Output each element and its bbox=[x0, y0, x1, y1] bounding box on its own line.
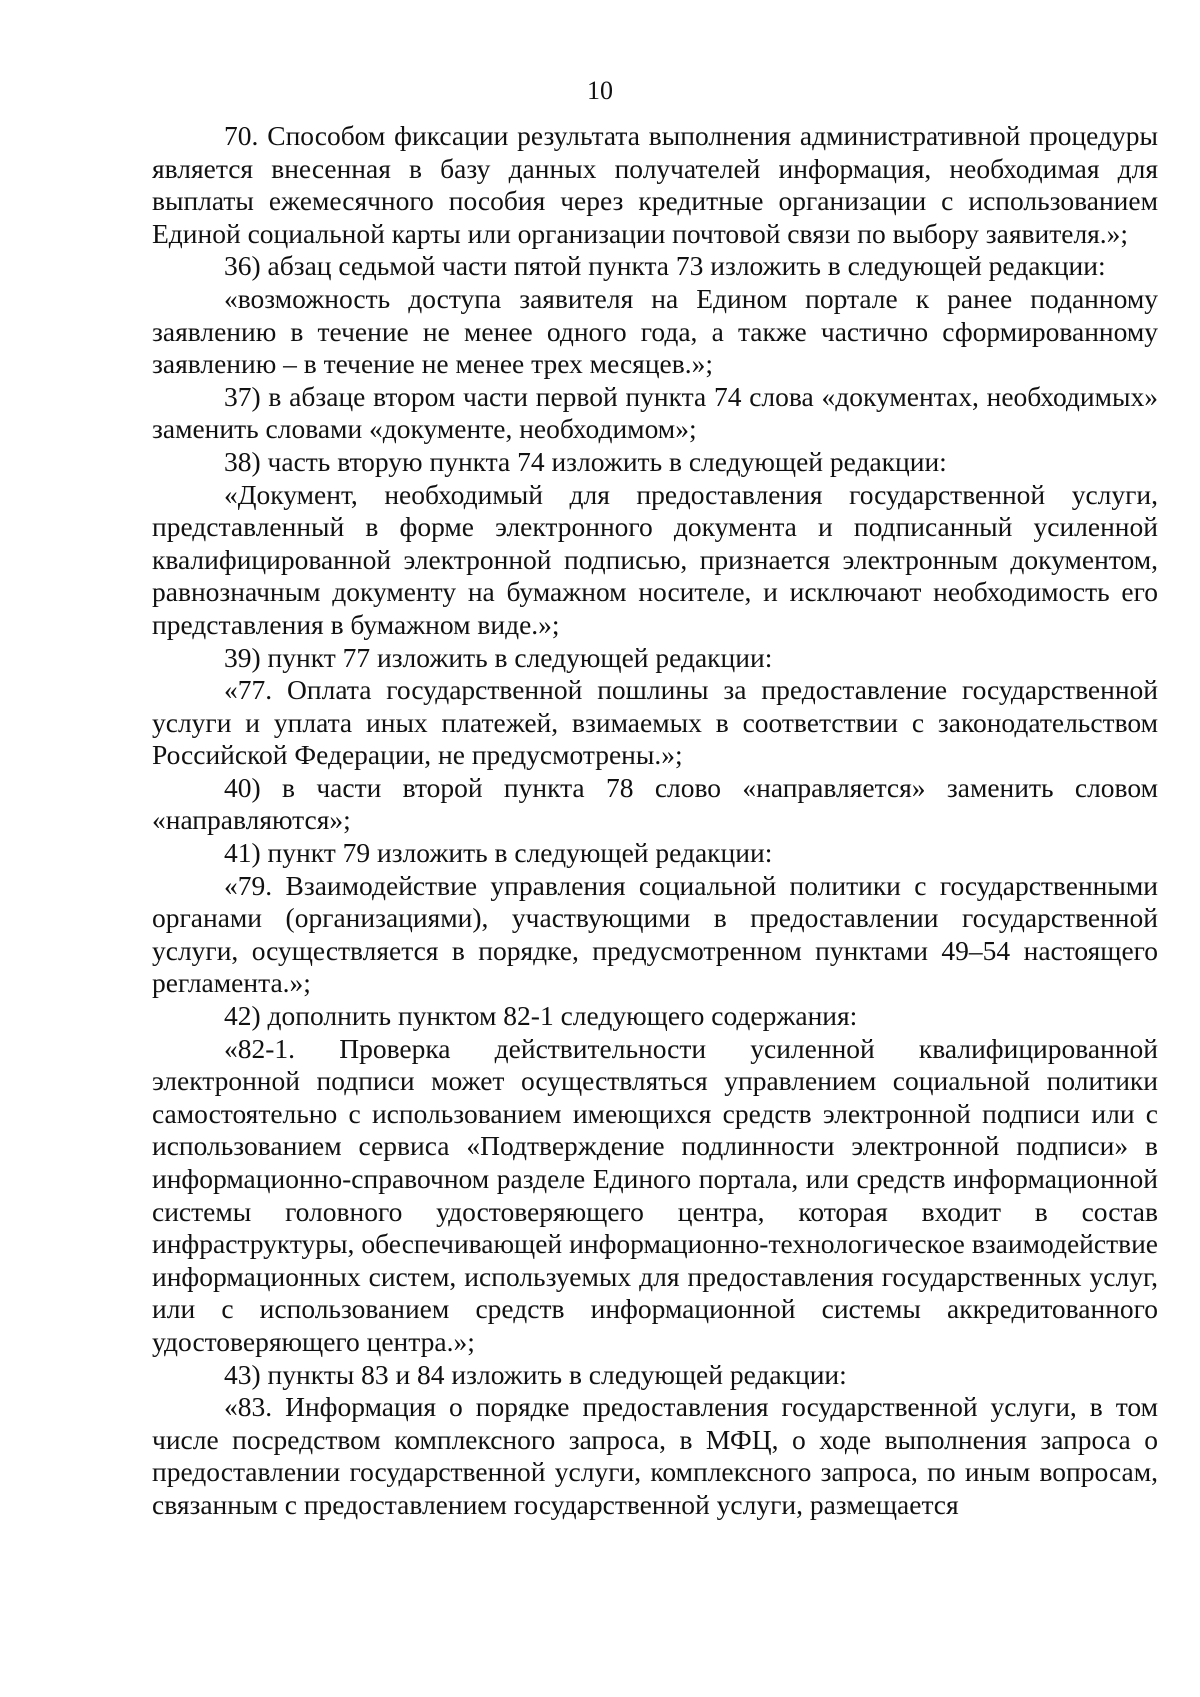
paragraph-quote-79: «79. Взаимодействие управления социальной политики с государственными органами (организациями), участвующими в предоставлении государственной услуги, осуществляется в порядке, предусмотренном пунктами 49–54 настоящего регламента.»; bbox=[152, 869, 1158, 999]
paragraph-amendment-39: 39) пункт 77 изложить в следующей редакции: bbox=[224, 641, 773, 673]
paragraph-amendment-40: 40) в части второй пункта 78 слово «направляется» заменить словом «направляются»; bbox=[152, 771, 1158, 836]
paragraph-70: 70. Способом фиксации результата выполнения административной процедуры является внесенная в базу данных получателей информация, необходимая для выплаты ежемесячного пособия через кредитные организации с использованием Единой социальной карты или организации почтовой связи по выбору заявителя.»; bbox=[152, 120, 1158, 249]
page-number: 10 bbox=[587, 76, 613, 105]
paragraph-amendment-38: 38) часть вторую пункта 74 изложить в следующей редакции: bbox=[224, 445, 947, 477]
paragraph-amendment-42: 42) дополнить пунктом 82-1 следующего содержания: bbox=[224, 1000, 858, 1032]
paragraph-quote-77: «77. Оплата государственной пошлины за предоставление государственной услуги и уплата иных платежей, взимаемых в соответствии с законодательством Российской Федерации, не предусмотрены.»; bbox=[152, 674, 1158, 771]
paragraph-amendment-37: 37) в абзаце втором части первой пункта 74 слова «документах, необходимых» заменить словами «документе, необходимом»; bbox=[152, 380, 1158, 445]
paragraph-quote-38: «Документ, необходимый для предоставления государственной услуги, представленный в форме электронного документа и подписанный усиленной квалифицированной электронной подписью, признается электронным документом, равнозначным документу на бумажном носителе, и исключают необходимость его представления в бумажном виде.»; bbox=[152, 478, 1158, 640]
document-body bbox=[152, 120, 1158, 1522]
paragraph-quote-83: «83. Информация о порядке предоставления государственной услуги, в том числе посредством комплексного запроса, в МФЦ, о ходе выполнения запроса о предоставлении государственной услуги, комплексного запроса, по иным вопросам, связанным с предоставлением государственной услуги, размещается bbox=[152, 1391, 1158, 1520]
paragraph-quote-36: «возможность доступа заявителя на Едином портале к ранее поданному заявлению в течение не менее одного года, а также частично сформированному заявлению – в течение не менее трех месяцев.»; bbox=[152, 282, 1158, 380]
paragraph-amendment-43: 43) пункты 83 и 84 изложить в следующей редакции: bbox=[224, 1358, 847, 1390]
paragraph-amendment-41: 41) пункт 79 изложить в следующей редакции: bbox=[224, 837, 773, 869]
paragraph-amendment-36: 36) абзац седьмой части пятой пункта 73 изложить в следующей редакции: bbox=[224, 250, 1106, 282]
paragraph-quote-82-1: «82-1. Проверка действительности усиленной квалифицированной электронной подписи может осуществляться управлением социальной политики самостоятельно с использованием имеющихся средств электронной подписи или с использованием сервиса «Подтверждение подлинности электронной подписи» в информационно-справочном разделе Единого портала, или средств информационной системы головного удостоверяющего центра, которая входит в состав инфраструктуры, обеспечивающей информационно-технологическое взаимодействие информационных систем, используемых для предоставления государственных услуг, или с использованием средств информационной системы аккредитованного удостоверяющего центра.»; bbox=[152, 1032, 1158, 1357]
